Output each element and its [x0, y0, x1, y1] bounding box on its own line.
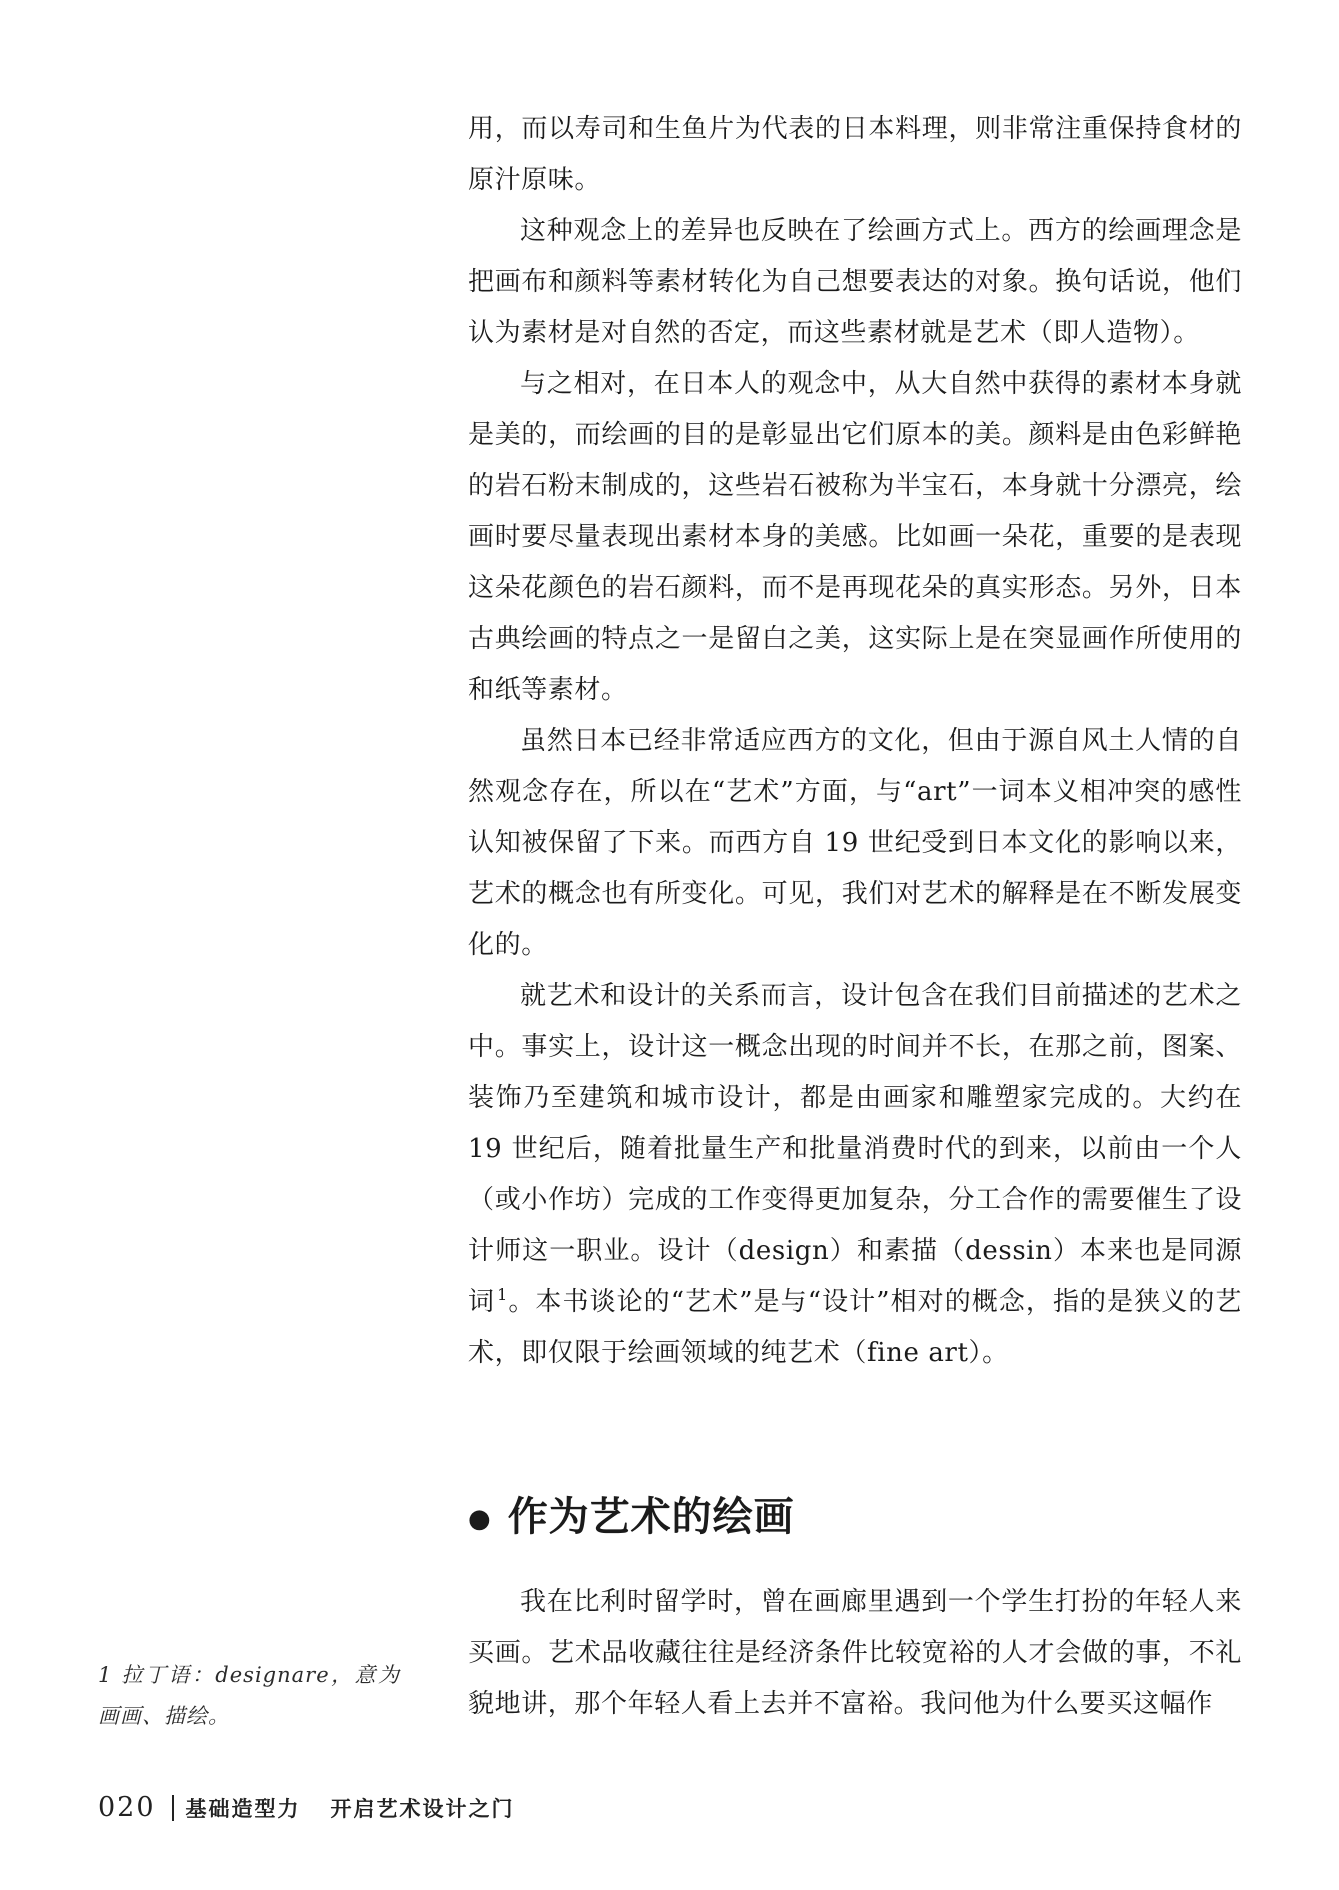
paragraph-text: 就艺术和设计的关系而言，设计包含在我们目前描述的艺术之中。事实上，设计这一概念出现的时间并不长，在那之前，图案、装饰乃至建筑和城市设计，都是由画家和雕塑家完成的。大约在 19 世纪后，随着批量生产和批量消费时代的到来，以前由一个人（或小作坊）完成的工作变得更加复杂，分工合作的需要催生了设计师这一职业。设计（design）和素描（dessin）本来也是同源词	[468, 981, 1242, 1317]
footer-divider	[172, 1795, 174, 1821]
body-paragraph: 这种观念上的差异也反映在了绘画方式上。西方的绘画理念是把画布和颜料等素材转化为自己想要表达的对象。换句话说，他们认为素材是对自然的否定，而这些素材就是艺术（即人造物）。	[468, 216, 1242, 348]
chapter-title: 开启艺术设计之门	[330, 1795, 515, 1821]
body-paragraph	[468, 971, 1242, 1379]
main-text-column	[468, 104, 1242, 1730]
paragraph-text: 。本书谈论的“艺术”是与“设计”相对的概念，指的是狭义的艺术，即仅限于绘画领域的纯艺术（fine art）。	[468, 1287, 1242, 1368]
section-heading	[468, 1489, 1242, 1545]
bullet-icon: ●	[468, 1504, 492, 1534]
body-paragraph: 虽然日本已经非常适应西方的文化，但由于源自风土人情的自然观念存在，所以在“艺术”方面，与“art”一词本义相冲突的感性认知被保留了下来。而西方自 19 世纪受到日本文化的影响以来，艺术的概念也有所变化。可见，我们对艺术的解释是在不断发展变化的。	[468, 726, 1242, 960]
body-paragraph: 与之相对，在日本人的观念中，从大自然中获得的素材本身就是美的，而绘画的目的是彰显出它们原本的美。颜料是由色彩鲜艳的岩石粉末制成的，这些岩石被称为半宝石，本身就十分漂亮，绘画时要尽量表现出素材本身的美感。比如画一朵花，重要的是表现这朵花颜色的岩石颜料，而不是再现花朵的真实形态。另外，日本古典绘画的特点之一是留白之美，这实际上是在突显画作所使用的和纸等素材。	[468, 369, 1242, 705]
page-footer	[98, 1792, 515, 1823]
page-number: 020	[98, 1792, 156, 1823]
section-heading-text: 作为艺术的绘画	[507, 1493, 795, 1540]
footnote: 1 拉丁语：designare，意为画画、描绘。	[98, 1663, 400, 1728]
book-title: 基础造型力	[185, 1795, 301, 1821]
body-paragraph: 我在比利时留学时，曾在画廊里遇到一个学生打扮的年轻人来买画。艺术品收藏往往是经济条件比较宽裕的人才会做的事，不礼貌地讲，那个年轻人看上去并不富裕。我问他为什么要买这幅作	[468, 1587, 1242, 1719]
footnote-reference: 1	[497, 1285, 508, 1305]
body-paragraph: 用，而以寿司和生鱼片为代表的日本料理，则非常注重保持食材的原汁原味。	[468, 114, 1242, 195]
